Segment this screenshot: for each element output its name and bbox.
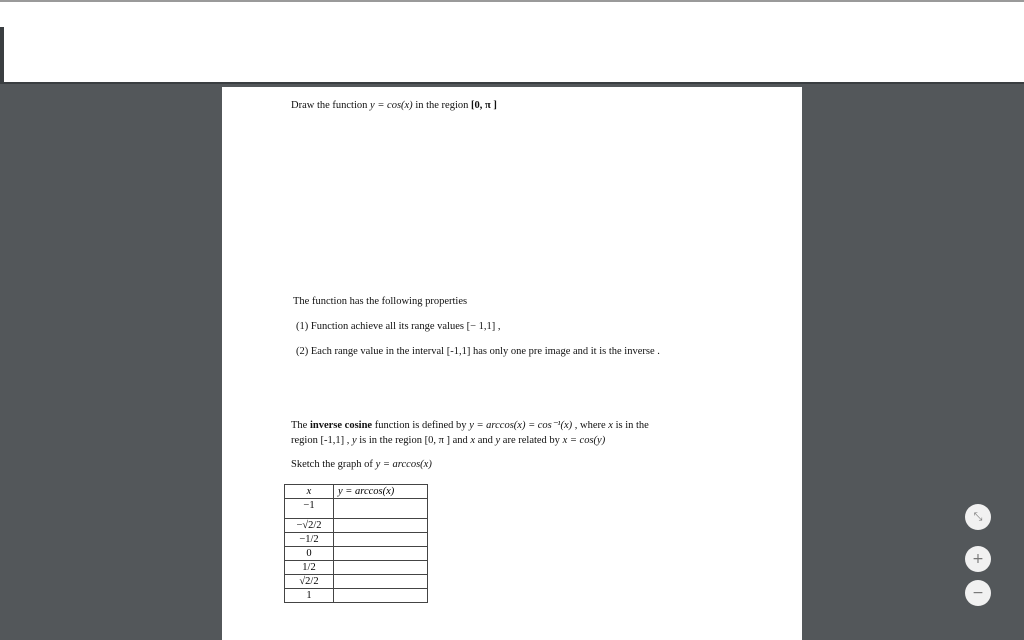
fit-page-button[interactable] (965, 504, 991, 530)
collapse-icon: ⤡ (973, 510, 983, 523)
cell-x: −1/2 (285, 533, 334, 547)
cell-x: 1 (285, 589, 334, 603)
table-header (285, 485, 428, 499)
values-table (284, 484, 428, 603)
instruction-draw-cos: Draw the function y = cos(x) in the region [0, π ] (291, 100, 497, 111)
zoom-out-button[interactable] (965, 580, 991, 606)
inverse-definition-2: region [-1,1] , y is in the region [0, π ] and x and y are related by x = cos(y) (291, 435, 606, 446)
cell-y (334, 499, 428, 519)
property-1: (1) Function achieve all its range values [− 1,1] , (296, 321, 501, 332)
cell-y (334, 575, 428, 589)
table-row (285, 589, 428, 603)
cell-x: 0 (285, 547, 334, 561)
cell-y (334, 547, 428, 561)
table-row (285, 499, 428, 519)
cell-y (334, 519, 428, 533)
cell-y (334, 589, 428, 603)
properties-title: The function has the following properties (293, 296, 468, 307)
cell-y (334, 561, 428, 575)
cell-x: −1 (285, 499, 334, 519)
table-row (285, 575, 428, 589)
header-y: y = arccos(x) (334, 485, 428, 499)
left-edge (0, 27, 4, 84)
cell-x: √2/2 (285, 575, 334, 589)
zoom-in-button[interactable] (965, 546, 991, 572)
table-row (285, 561, 428, 575)
property-2: (2) Each range value in the interval [-1,1] has only one pre image and it is the inverse . (296, 346, 660, 357)
plus-icon: + (972, 551, 984, 567)
table-row (285, 519, 428, 533)
document-page (222, 87, 802, 640)
cell-y (334, 533, 428, 547)
table-row (285, 547, 428, 561)
header-x: x (285, 485, 334, 499)
table-row (285, 533, 428, 547)
inverse-definition: The inverse cosine function is defined by y = arccos(x) = cos⁻¹(x) , where x is in the (291, 420, 649, 431)
toolbar-area (0, 0, 1024, 84)
minus-icon: − (972, 585, 984, 601)
sketch-instruction: Sketch the graph of y = arccos(x) (291, 459, 432, 470)
cell-x: 1/2 (285, 561, 334, 575)
cell-x: −√2/2 (285, 519, 334, 533)
